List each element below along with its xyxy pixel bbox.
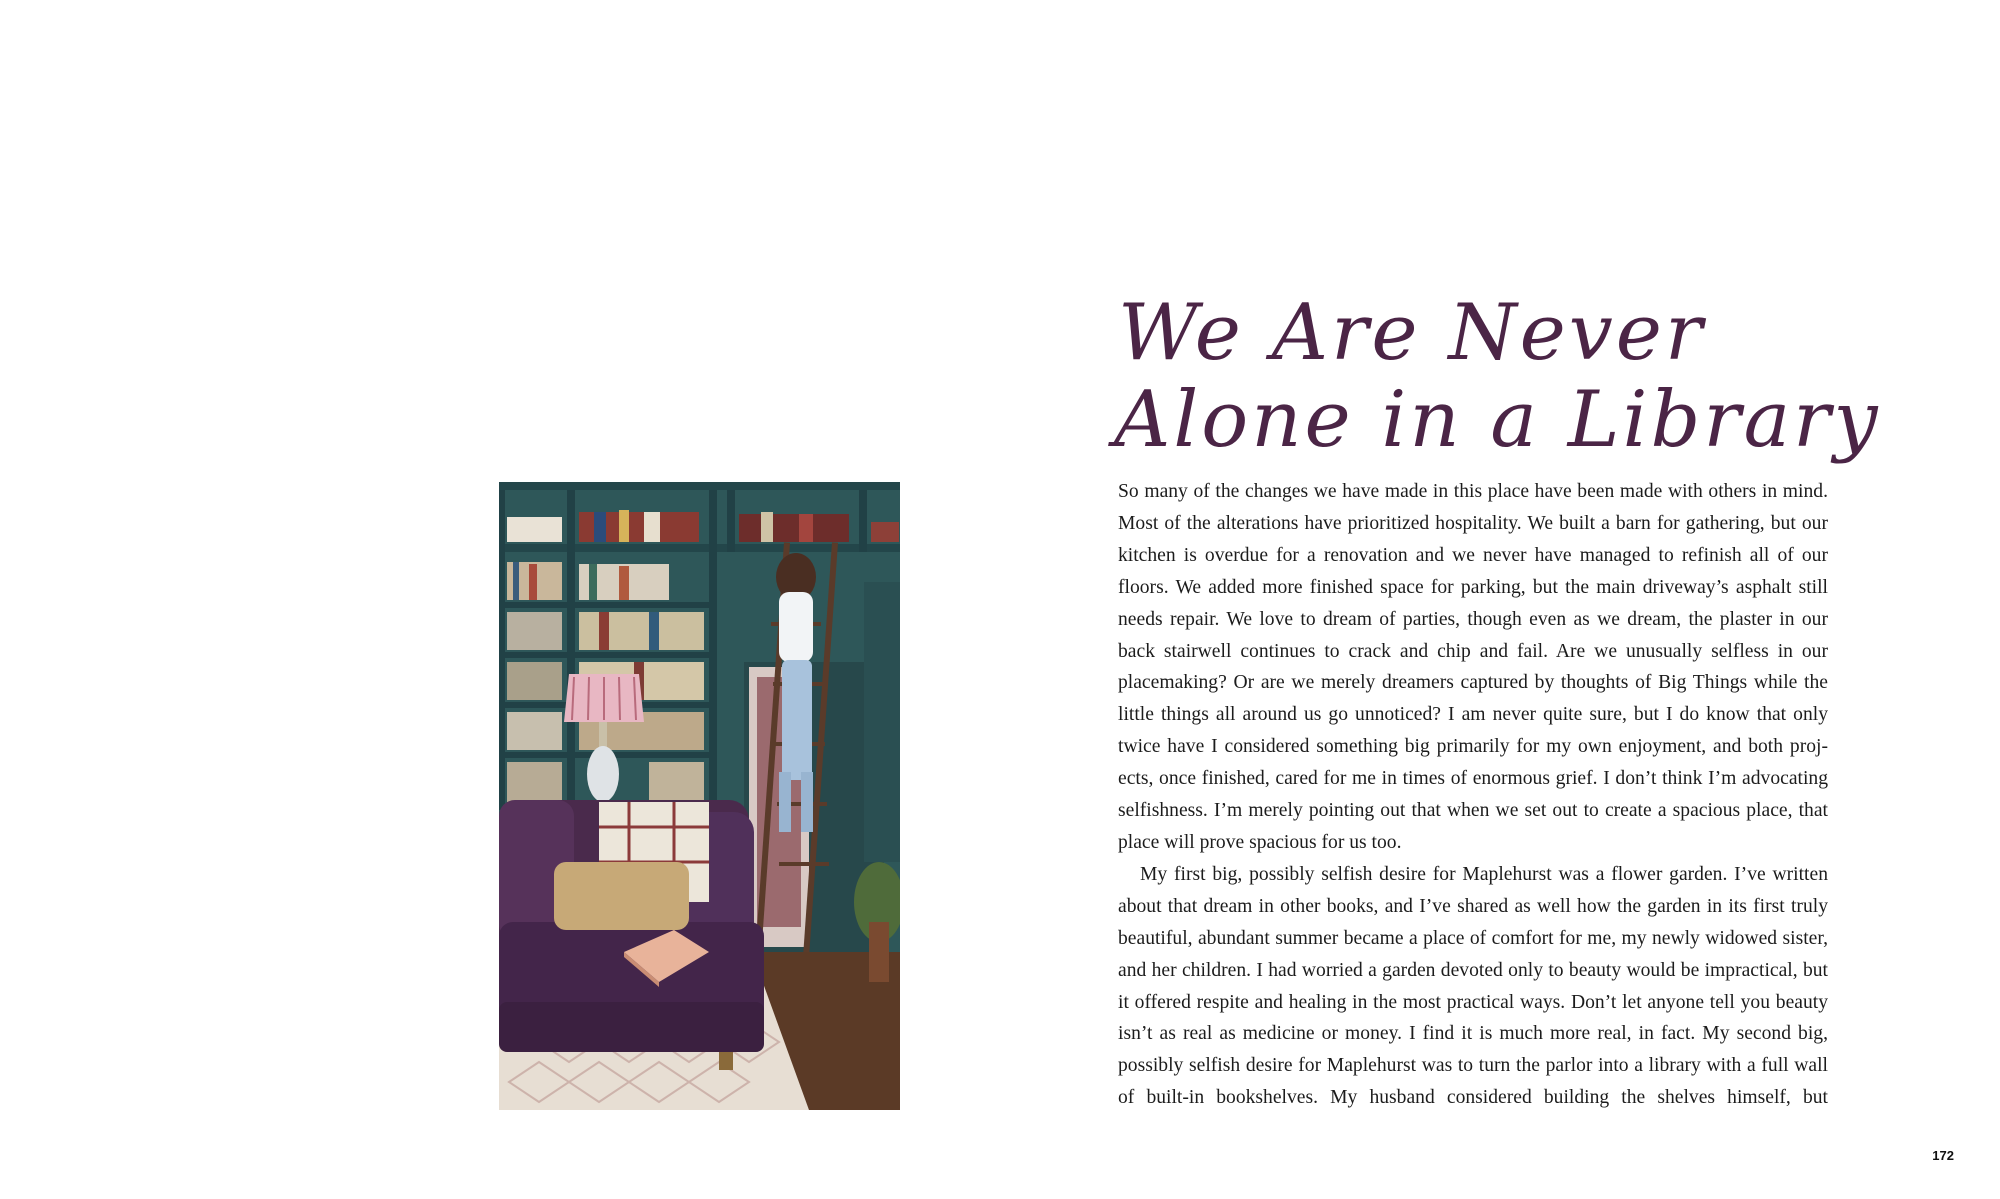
chapter-title (1114, 288, 1881, 465)
page-number: 172 (1932, 1148, 1954, 1163)
chapter-title-line-1: We Are Never (1118, 288, 1706, 378)
body-text (1118, 476, 1828, 1114)
chapter-title-line-2: Alone in a Library (1114, 375, 1881, 465)
library-photo (499, 482, 900, 1110)
body-paragraph-1: So many of the changes we have made in this place have been made with others in mind. Most of the alterations have prioritized hospitality. We built a barn for gathering, but our kitchen is overdue for a renovation and we never have managed to refinish all of our floors. We added more finished space for parking, but the main driveway’s asphalt still needs repair. We love to dream of parties, though even as we dream, the plaster in our back stairwell continues to crack and chip and fail. Are we unusually selfless in our placemaking? Or are we merely dreamers captured by thoughts of Big Things while the little things all around us go unnoticed? I am never quite sure, but I do know that only twice have I considered something big primarily for my own enjoyment, and both projects, once finished, cared for me in times of enormous grief. I don’t think I’m advocating selfishness. I’m merely pointing out that when we set out to create a spacious place, that place will prove spacious for us too. (1118, 481, 1828, 853)
body-paragraph-2: My first big, possibly selfish desire for Maplehurst was a flower garden. I’ve written about that dream in other books, and I’ve shared as well how the garden in its first truly beautiful, abundant summer became a place of comfort for me, my newly widowed sister, and her children. I had worried a garden devoted only to beauty would be impractical, but it offered respite and healing in the most practical ways. Don’t let anyone tell you beauty isn’t as real as medicine or money. I find it is much more real, in fact. My second big, possibly selfish desire for Maplehurst was to turn the parlor into a library with a full wall of built-in bookshelves. My husband considered building the shelves himself, but (1118, 863, 1828, 1109)
